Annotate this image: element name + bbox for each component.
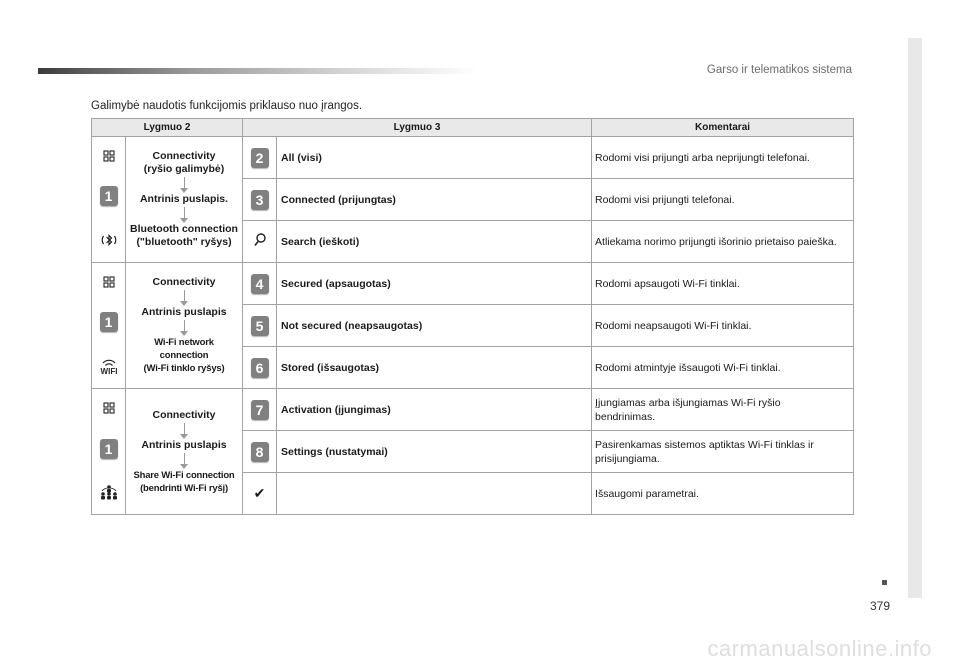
down-arrow-icon: [184, 177, 185, 190]
step-badge-8[interactable]: 8: [251, 442, 269, 462]
option-comment: Atliekama norimo prijungti išorinio prietaiso paieška.: [592, 221, 854, 263]
step-badge-6[interactable]: 6: [251, 358, 269, 378]
grid-menu-icon[interactable]: [102, 275, 116, 289]
step-badge-1[interactable]: 1: [100, 186, 118, 206]
bluetooth-icon[interactable]: [99, 230, 119, 250]
page-marker: [882, 580, 887, 585]
down-arrow-icon: [184, 320, 185, 333]
grid-menu-icon[interactable]: [102, 401, 116, 415]
column-header-comments: Komentarai: [592, 119, 854, 137]
down-arrow-icon: [184, 423, 185, 436]
down-arrow-icon: [184, 453, 185, 466]
search-icon[interactable]: [252, 232, 268, 248]
section-title: Garso ir telematikos sistema: [706, 64, 852, 76]
path-step-wifi-network: Wi-Fi network connection (Wi-Fi tinklo ryšys): [143, 337, 225, 374]
svg-text:WIFI: WIFI: [100, 367, 117, 377]
option-label: Activation (įjungimas): [277, 389, 592, 431]
group-1-path: [126, 137, 243, 263]
header-gradient-bar: [38, 68, 478, 74]
down-arrow-icon: [184, 207, 185, 220]
table-row: [92, 263, 854, 305]
table-row: [92, 137, 854, 179]
down-arrow-icon: [184, 290, 185, 303]
option-comment: Rodomi apsaugoti Wi-Fi tinklai.: [592, 263, 854, 305]
page-edge-strip: [908, 38, 922, 598]
step-badge-3[interactable]: 3: [251, 190, 269, 210]
step-badge-1[interactable]: 1: [100, 312, 118, 332]
step-badge-4[interactable]: 4: [251, 274, 269, 294]
option-comment: Išsaugomi parametrai.: [592, 473, 854, 515]
table-header-row: [92, 119, 854, 137]
step-badge-7[interactable]: 7: [251, 400, 269, 420]
checkmark-icon[interactable]: ✔: [253, 485, 266, 501]
option-comment: Rodomi atmintyje išsaugoti Wi-Fi tinklai.: [592, 347, 854, 389]
path-step-subpage: Antrinis puslapis.: [139, 193, 229, 205]
step-badge-1[interactable]: 1: [100, 439, 118, 459]
column-header-level-2: Lygmuo 2: [92, 119, 243, 137]
option-comment: Pasirenkamas sistemos aptiktas Wi-Fi tinklas ir prisijungiama.: [592, 431, 854, 473]
group-2-icons: [92, 263, 126, 389]
group-2-path: [126, 263, 243, 389]
page-number: 379: [870, 599, 891, 613]
column-header-level-3: Lygmuo 3: [243, 119, 592, 137]
step-badge-2[interactable]: 2: [251, 148, 269, 168]
path-step-share-wifi: Share Wi-Fi connection (bendrinti Wi-Fi ryšį): [133, 469, 235, 494]
group-3-path: [126, 389, 243, 515]
group-3-icons: [92, 389, 126, 515]
path-step-subpage: Antrinis puslapis: [141, 306, 227, 318]
group-1-icons: [92, 137, 126, 263]
path-step-connectivity: Connectivity: [152, 408, 216, 421]
people-share-icon[interactable]: [98, 484, 120, 502]
option-comment: Rodomi visi prijungti telefonai.: [592, 179, 854, 221]
wifi-icon[interactable]: [97, 356, 121, 376]
option-label: [277, 473, 592, 515]
path-step-connectivity: Connectivity (ryšio galimybė): [143, 150, 225, 175]
option-label: Search (ieškoti): [277, 221, 592, 263]
connectivity-table: [91, 118, 854, 515]
option-comment: Įjungiamas arba išjungiamas Wi-Fi ryšio bendrinimas.: [592, 389, 854, 431]
option-label: Stored (išsaugotas): [277, 347, 592, 389]
option-label: Settings (nustatymai): [277, 431, 592, 473]
path-step-bluetooth: Bluetooth connection ("bluetooth" ryšys): [130, 223, 238, 248]
path-step-connectivity: Connectivity: [152, 276, 216, 288]
intro-text: Galimybė naudotis funkcijomis priklauso nuo įrangos.: [91, 100, 363, 112]
table-row: [92, 389, 854, 431]
option-label: Secured (apsaugotas): [277, 263, 592, 305]
option-label: All (visi): [277, 137, 592, 179]
option-comment: Rodomi visi prijungti arba neprijungti telefonai.: [592, 137, 854, 179]
option-comment: Rodomi neapsaugoti Wi-Fi tinklai.: [592, 305, 854, 347]
watermark: carmanualsonline.info: [707, 636, 932, 661]
option-label: Connected (prijungtas): [277, 179, 592, 221]
option-label: Not secured (neapsaugotas): [277, 305, 592, 347]
step-badge-5[interactable]: 5: [251, 316, 269, 336]
grid-menu-icon[interactable]: [102, 149, 116, 163]
path-step-subpage: Antrinis puslapis: [141, 438, 227, 451]
